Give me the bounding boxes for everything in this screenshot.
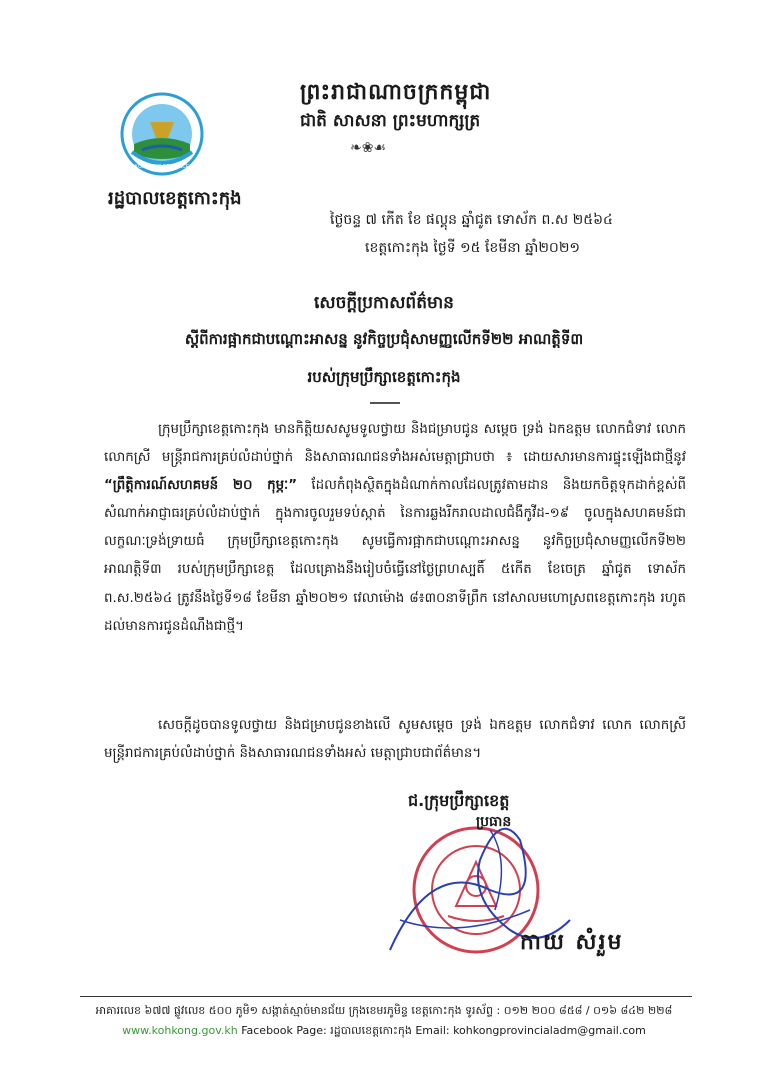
- signature-role: ប្រធាន: [476, 814, 512, 830]
- province-logo-icon: [120, 92, 204, 176]
- p1-text-a: ក្រុមប្រឹក្សាខេត្តកោះកុង មានកិត្តិយសសូមទូលថ្វាយ និងជម្រាបជូន សម្តេច ទ្រង់ ឯកឧត្តម លោកជំទាវ លោក លោកស្រី មន្ត្រីរាជការគ្រប់លំដាប់ថ្នាក់ និងសាធារណជនទាំងអស់មេត្តាជ្រាបថា ៖ ដោយសារមានការផ្ទុះឡើងជាថ្មីនូវ: [104, 422, 686, 466]
- footer-address: អាគារលេខ ៦៧៧ ផ្លូវលេខ ៥០០ ភូមិ១ សង្កាត់ស្មាច់មានជ័យ ក្រុងខេមរភូមិន្ទ ខេត្តកោះកុង ទូរស័ព្ទ : ០១២ ២០០ ៨៥៨ / ០១៦ ៨៤២ ២២៨: [95, 1004, 673, 1017]
- logo-text: KOH KONG PROVINCE: [134, 164, 190, 170]
- footer-contact-text: Facebook Page: រដ្ឋបាលខេត្តកោះកុង Email: kohkongprovincialadm@gmail.com: [237, 1024, 646, 1037]
- ornament-divider: ❧❀☙: [350, 140, 387, 156]
- footer-website-link[interactable]: www.kohkong.gov.kh: [122, 1024, 238, 1037]
- signatory-name: កាយ សំរួម: [520, 930, 624, 955]
- issuing-office: រដ្ឋបាលខេត្តកោះកុង: [108, 188, 242, 209]
- p1-event-name: “ព្រឹត្តិការណ៍សហគមន៍ ២០ កុម្ភៈ”: [104, 478, 298, 494]
- body-paragraph-1: [104, 416, 686, 641]
- footer-contact: [0, 1024, 768, 1040]
- body-paragraph-2: សេចក្តីដូចបានទូលថ្វាយ និងជម្រាបជូនខាងលើ សូមសម្តេច ទ្រង់ ឯកឧត្តម លោកជំទាវ លោក លោកស្រី មន្ត្រីរាជការគ្រប់លំដាប់ថ្នាក់ និងសាធារណជនទាំងអស់ មេត្តាជ្រាបជាព័ត៌មាន។: [104, 718, 686, 762]
- document-subtitle-1: ស្តីពីការផ្អាកជាបណ្តោះអាសន្ន នូវកិច្ចប្រជុំសាមញ្ញលើកទី២២ អាណត្តិទី៣: [184, 330, 584, 348]
- lunar-date: ថ្ងៃចន្ទ ៧ កើត ខែ ផល្គុន ឆ្នាំជូត ទោស័ក ព.ស ២៥៦៤: [330, 212, 613, 228]
- kingdom-heading: ព្រះរាជាណាចក្រកម្ពុជា: [300, 80, 492, 105]
- document-subtitle-2: របស់ក្រុមប្រឹក្សាខេត្តកោះកុង: [307, 368, 461, 386]
- solar-date: ខេត្តកោះកុង ថ្ងៃទី ១៥ ខែមីនា ឆ្នាំ២០២១: [365, 240, 581, 256]
- national-motto: ជាតិ សាសនា ព្រះមហាក្សត្រ: [300, 111, 481, 131]
- title-divider: [370, 402, 400, 404]
- p1-text-c: ដែលកំពុងស្ថិតក្នុងដំណាក់កាលដែលត្រូវតាមដាន និងយកចិត្តទុកដាក់ខ្ពស់ពីសំណាក់អាជ្ញាធរគ្រប់លំដាប់ថ្នាក់ ក្នុងការចូលរួមទប់ស្កាត់ នៃការឆ្លងរីករាលដាលជំងឺកូវីដ-១៩ ចូលក្នុងសហគមន៍ជាលក្ខណៈទ្រង់ទ្រាយធំ ក្រុមប្រឹក្សាខេត្តកោះកុង សូមធ្វើការផ្អាកជាបណ្តោះអាសន្ន នូវកិច្ចប្រជុំសាមញ្ញលើកទី២២ អាណត្តិទី៣ របស់ក្រុមប្រឹក្សាខេត្ត ដែលគ្រោងនឹងរៀបចំធ្វើនៅថ្ងៃព្រហស្បតិ៍ ៥កើត ខែចេត្រ ឆ្នាំជូត ទោស័ក ព.ស.២៥៦៤ ត្រូវនឹងថ្ងៃទី១៨ ខែមីនា ឆ្នាំ២០២១ វេលាម៉ោង ៨៖៣០នាទីព្រឹក នៅសាលមហោស្រពខេត្តកោះកុង រហូតដល់មានការជូនដំណឹងជាថ្មី។: [104, 478, 686, 634]
- document-title: សេចក្តីប្រកាសព័ត៌មាន: [314, 293, 454, 313]
- footer-divider: [80, 996, 692, 997]
- signature-on-behalf: ជ.ក្រុមប្រឹក្សាខេត្ត: [408, 791, 510, 810]
